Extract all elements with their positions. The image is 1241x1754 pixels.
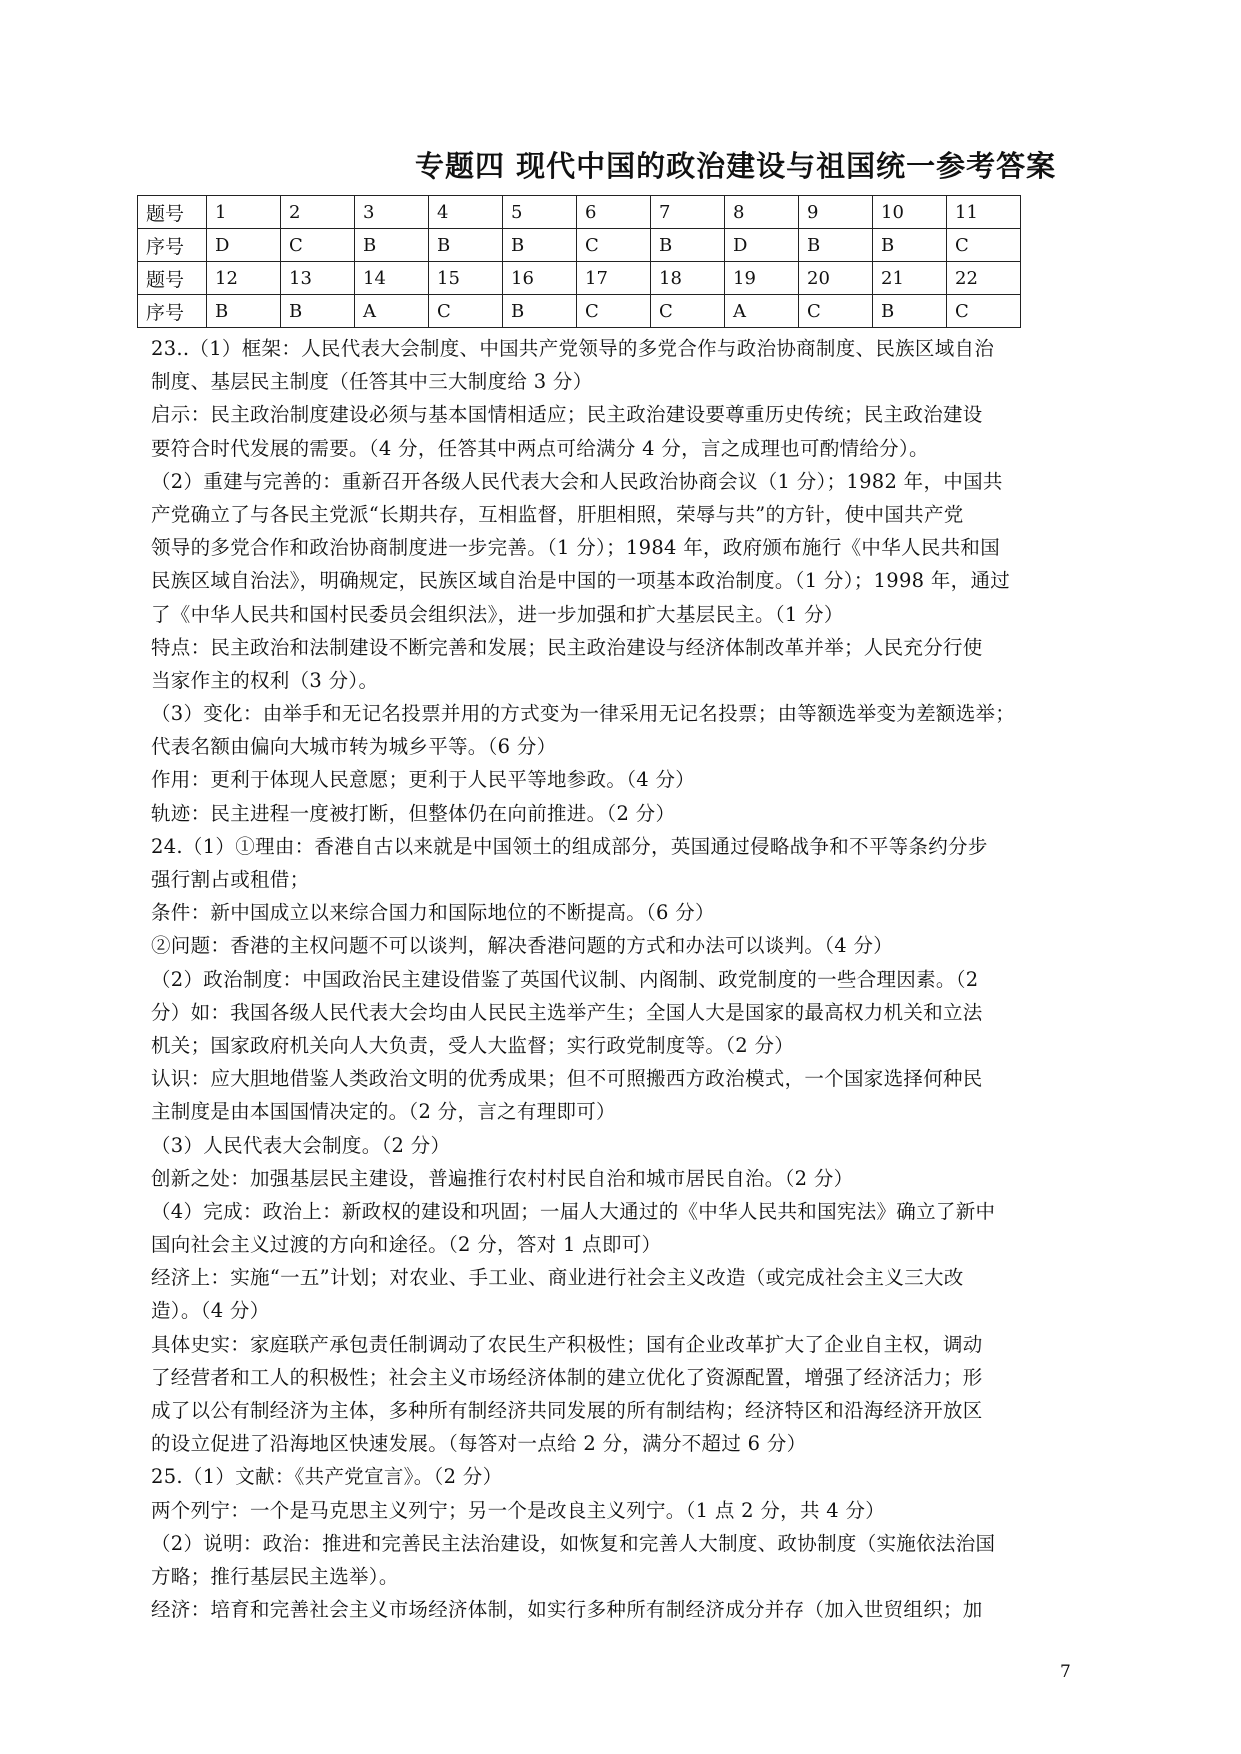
table-cell: B <box>503 295 577 328</box>
text-line: 轨迹：民主进程一度被打断，但整体仍在向前推进。（2 分） <box>151 801 676 825</box>
table-cell: B <box>873 295 947 328</box>
answer-body <box>151 332 1081 1626</box>
table-cell: C <box>429 295 503 328</box>
table-cell: C <box>947 295 1021 328</box>
row-label: 题号 <box>138 196 207 229</box>
text-line: 要符合时代发展的需要。（4 分，任答其中两点可给满分 4 分，言之成理也可酌情给分）。 <box>151 436 929 460</box>
table-cell: B <box>355 229 429 262</box>
text-line: 认识：应大胆地借鉴人类政治文明的优秀成果；但不可照搬西方政治模式，一个国家选择何种民 <box>151 1067 983 1091</box>
text-line: 启示：民主政治制度建设必须与基本国情相适应；民主政治建设要尊重历史传统；民主政治建设 <box>151 403 983 427</box>
table-cell: C <box>651 295 725 328</box>
text-line: 经济：培育和完善社会主义市场经济体制，如实行多种所有制经济成分并存（加入世贸组织；加 <box>151 1598 983 1622</box>
table-cell: 19 <box>725 262 799 295</box>
text-line: 分）如：我国各级人民代表大会均由人民民主选举产生；全国人大是国家的最高权力机关和立法 <box>151 1000 983 1024</box>
table-cell: C <box>947 229 1021 262</box>
table-row <box>138 295 1021 328</box>
table-row <box>138 196 1021 229</box>
table-cell: 16 <box>503 262 577 295</box>
table-cell: 15 <box>429 262 503 295</box>
text-line: 国向社会主义过渡的方向和途径。（2 分，答对 1 点即可） <box>151 1233 662 1257</box>
row-label: 题号 <box>138 262 207 295</box>
table-cell: 13 <box>281 262 355 295</box>
text-line: 具体史实：家庭联产承包责任制调动了农民生产积极性；国有企业改革扩大了企业自主权，调动 <box>151 1332 983 1356</box>
table-cell: 18 <box>651 262 725 295</box>
table-cell: B <box>429 229 503 262</box>
table-cell: 22 <box>947 262 1021 295</box>
table-cell: 20 <box>799 262 873 295</box>
text-line: ②问题：香港的主权问题不可以谈判，解决香港问题的方式和办法可以谈判。（4 分） <box>151 934 894 958</box>
text-line: 创新之处：加强基层民主建设，普遍推行农村村民自治和城市居民自治。（2 分） <box>151 1166 854 1190</box>
text-line: 经济上：实施“一五”计划；对农业、手工业、商业进行社会主义改造（或完成社会主义三大改 <box>151 1266 964 1290</box>
row-label: 序号 <box>138 295 207 328</box>
table-cell: 7 <box>651 196 725 229</box>
table-cell: 3 <box>355 196 429 229</box>
table-cell: 9 <box>799 196 873 229</box>
table-row <box>138 262 1021 295</box>
text-line: 条件：新中国成立以来综合国力和国际地位的不断提高。（6 分） <box>151 901 715 925</box>
text-line: 的设立促进了沿海地区快速发展。（每答对一点给 2 分，满分不超过 6 分） <box>151 1432 807 1456</box>
text-line: 25.（1）文献：《共产党宣言》。（2 分） <box>151 1465 503 1489</box>
table-cell: D <box>725 229 799 262</box>
text-line: 当家作主的权利（3 分）。 <box>151 668 379 692</box>
text-line: 了《中华人民共和国村民委员会组织法》，进一步加强和扩大基层民主。（1 分） <box>151 602 844 626</box>
text-line: （3）变化：由举手和无记名投票并用的方式变为一律采用无记名投票；由等额选举变为差额选举； <box>151 702 1016 726</box>
table-cell: 11 <box>947 196 1021 229</box>
table-cell: 12 <box>207 262 281 295</box>
row-label: 序号 <box>138 229 207 262</box>
text-line: 民族区域自治法》，明确规定，民族区域自治是中国的一项基本政治制度。（1 分）；1998 年，通过 <box>151 569 1011 593</box>
table-cell: 4 <box>429 196 503 229</box>
text-line: （3）人民代表大会制度。（2 分） <box>151 1133 451 1157</box>
text-line: 造）。（4 分） <box>151 1299 270 1323</box>
table-cell: B <box>873 229 947 262</box>
text-line: （2）说明：政治：推进和完善民主法治建设，如恢复和完善人大制度、政协制度（实施依法治国 <box>151 1531 996 1555</box>
page-number: 7 <box>1060 1662 1071 1682</box>
table-cell: B <box>503 229 577 262</box>
table-cell: 8 <box>725 196 799 229</box>
text-line: 方略；推行基层民主选举）。 <box>151 1564 399 1588</box>
text-line: （2）重建与完善的：重新召开各级人民代表大会和人民政治协商会议（1 分）；1982 年，中国共 <box>151 469 1003 493</box>
table-cell: B <box>799 229 873 262</box>
table-cell: 5 <box>503 196 577 229</box>
text-line: 成了以公有制经济为主体，多种所有制经济共同发展的所有制结构；经济特区和沿海经济开放区 <box>151 1399 983 1422</box>
table-cell: B <box>651 229 725 262</box>
text-line: 产党确立了与各民主党派“长期共存，互相监督，肝胆相照，荣辱与共”的方针，使中国共产党 <box>151 502 964 526</box>
text-line: 制度、基层民主制度（任答其中三大制度给 3 分） <box>151 370 593 394</box>
text-line: 主制度是由本国国情决定的。（2 分，言之有理即可） <box>151 1100 616 1124</box>
text-line: 机关；国家政府机关向人大负责，受人大监督；实行政党制度等。（2 分） <box>151 1033 795 1057</box>
table-cell: A <box>355 295 429 328</box>
text-line: （4）完成：政治上：新政权的建设和巩固；一届人大通过的《中华人民共和国宪法》确立了新中 <box>151 1199 996 1223</box>
text-line: 23..（1）框架：人民代表大会制度、中国共产党领导的多党合作与政治协商制度、民族区域自治 <box>151 337 995 360</box>
table-cell: 1 <box>207 196 281 229</box>
text-line: 了经营者和工人的积极性；社会主义市场经济体制的建立优化了资源配置，增强了经济活力；形 <box>151 1365 983 1389</box>
table-cell: 17 <box>577 262 651 295</box>
table-cell: 2 <box>281 196 355 229</box>
text-line: 24.（1）①理由：香港自古以来就是中国领土的组成部分，英国通过侵略战争和不平等条约分步 <box>151 834 988 858</box>
table-cell: 14 <box>355 262 429 295</box>
table-cell: C <box>799 295 873 328</box>
table-cell: 21 <box>873 262 947 295</box>
table-cell: 10 <box>873 196 947 229</box>
table-cell: 6 <box>577 196 651 229</box>
text-line: 强行割占或租借； <box>151 868 310 891</box>
table-cell: A <box>725 295 799 328</box>
document-title: 专题四 现代中国的政治建设与祖国统一参考答案 <box>415 149 1057 183</box>
text-line: 作用：更利于体现人民意愿；更利于人民平等地参政。（4 分） <box>151 768 696 792</box>
text-line: 领导的多党合作和政治协商制度进一步完善。（1 分）；1984 年，政府颁布施行《中华人民共和国 <box>151 536 1001 560</box>
answer-table <box>137 195 1021 328</box>
table-cell: C <box>577 295 651 328</box>
text-line: 特点：民主政治和法制建设不断完善和发展；民主政治建设与经济体制改革并举；人民充分行使 <box>151 635 983 659</box>
table-cell: D <box>207 229 281 262</box>
table-cell: C <box>577 229 651 262</box>
text-line: （2）政治制度：中国政治民主建设借鉴了英国代议制、内阁制、政党制度的一些合理因素。（2 <box>151 967 979 991</box>
text-line: 两个列宁：一个是马克思主义列宁；另一个是改良主义列宁。（1 点 2 分，共 4 分） <box>151 1498 886 1522</box>
table-cell: B <box>281 295 355 328</box>
table-cell: C <box>281 229 355 262</box>
table-cell: B <box>207 295 281 328</box>
text-line: 代表名额由偏向大城市转为城乡平等。（6 分） <box>151 735 557 759</box>
table-row <box>138 229 1021 262</box>
